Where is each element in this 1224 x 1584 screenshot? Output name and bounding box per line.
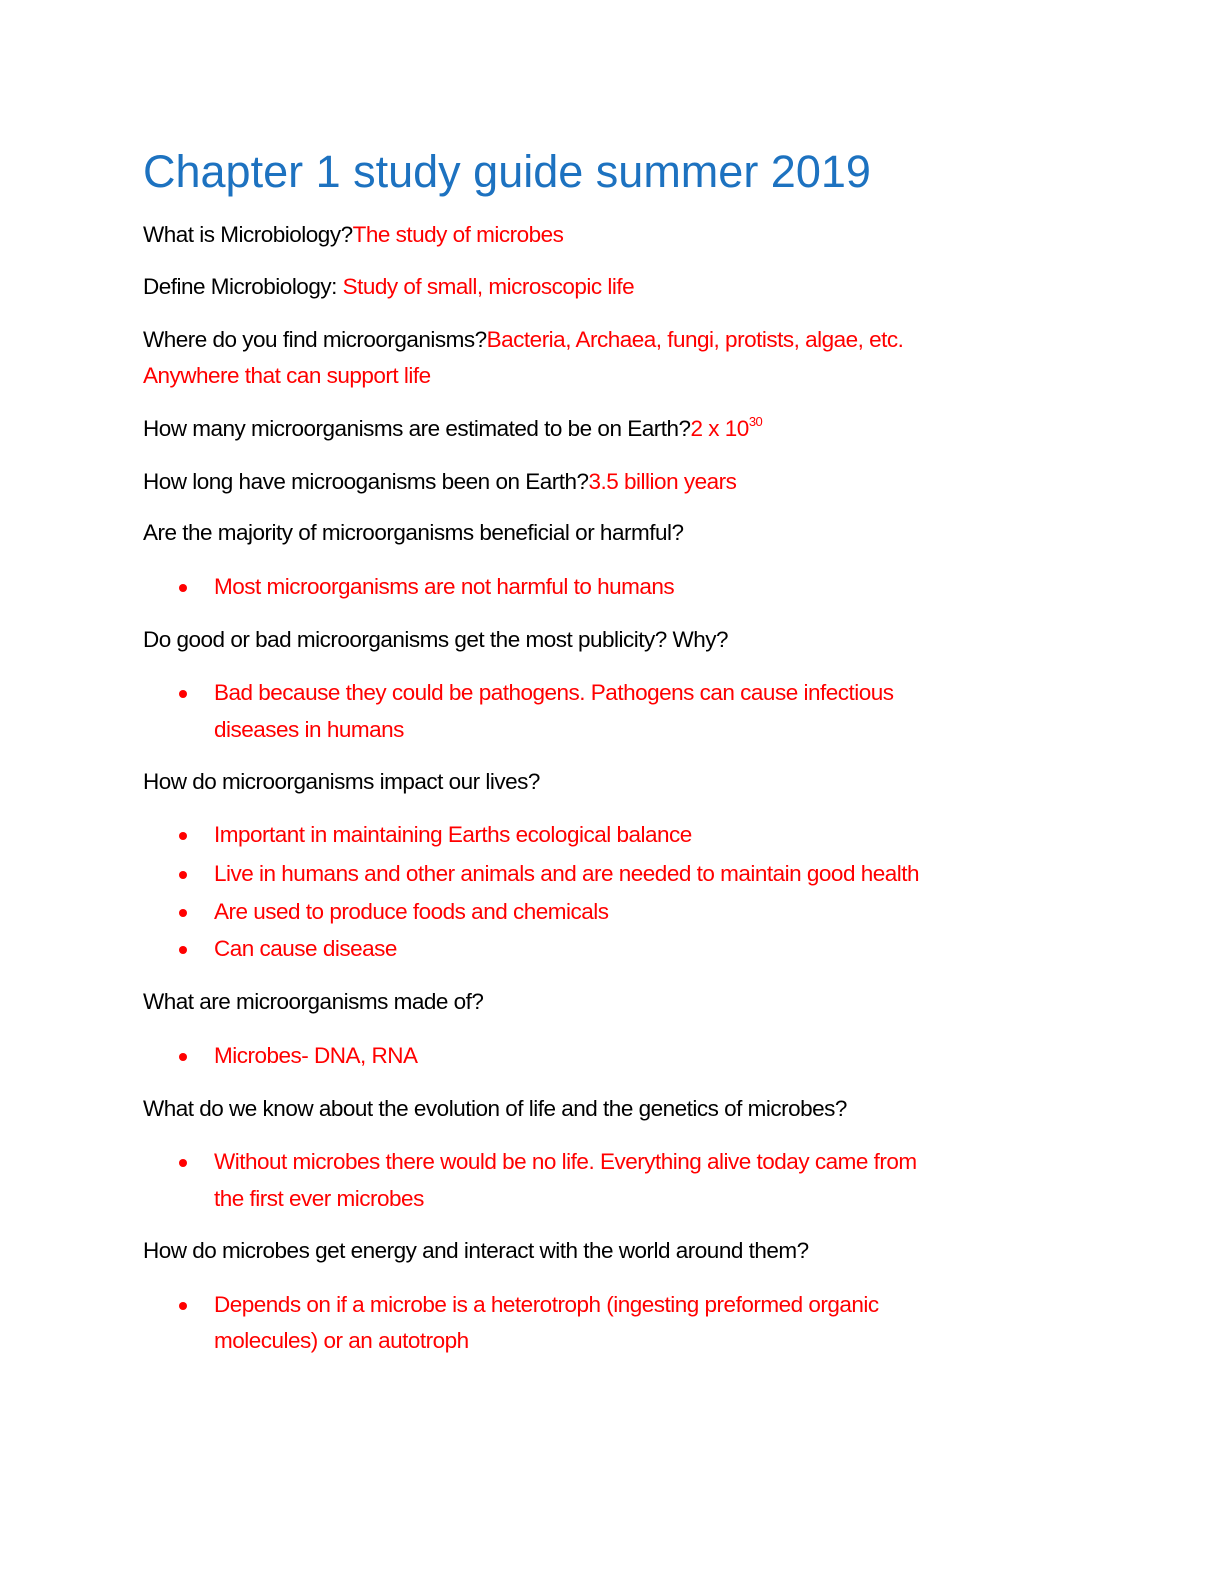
bullet-icon [179, 690, 187, 698]
question: What is Microbiology? [143, 222, 353, 247]
answer: The study of microbes [352, 222, 564, 247]
bullet-icon [179, 832, 187, 840]
bullet-icon [179, 1159, 187, 1167]
page-title: Chapter 1 study guide summer 2019 [143, 146, 871, 197]
answer: 3.5 billion years [588, 469, 737, 494]
answer-continued: Anywhere that can support life [143, 363, 431, 388]
bullet-icon [179, 909, 187, 917]
question-beneficial-or-harmful: Are the majority of microorganisms beneficial or harmful? [143, 520, 684, 545]
question: Where do you find microorganisms? [143, 327, 487, 352]
question: How long have microoganisms been on Earth? [143, 469, 589, 494]
bullet-icon [179, 1302, 187, 1310]
question: How many microorganisms are estimated to be on Earth? [143, 416, 691, 441]
question: Define Microbiology: [143, 274, 343, 299]
qa-item-what-is-microbiology [143, 220, 563, 250]
qa-item-define-microbiology [143, 272, 634, 302]
answer: Study of small, microscopic life [342, 274, 635, 299]
qa-item-where-find [143, 325, 903, 355]
question-impact: How do microorganisms impact our lives? [143, 769, 540, 794]
bullet-icon [179, 871, 187, 879]
bullet-icon [179, 1053, 187, 1061]
qa-item-how-many [143, 414, 762, 447]
answer: Bacteria, Archaea, fungi, protists, algae, etc. [486, 327, 904, 352]
bullet-icon [179, 946, 187, 954]
answer: 2 x 10 [690, 416, 749, 441]
qa-item-how-long [143, 467, 736, 497]
question-publicity: Do good or bad microorganisms get the most publicity? Why? [143, 627, 729, 652]
question-made-of: What are microorganisms made of? [143, 989, 484, 1014]
qa-item-where-find-continued [143, 361, 431, 391]
question-energy: How do microbes get energy and interact with the world around them? [143, 1238, 809, 1263]
document-page: Chapter 1 study guide summer 2019 What is Microbiology?The study of microbes Define Microbiology: Study of small, microscopic life Where do you find microorganisms?Bacteria, Archaea, fungi, protists, algae, etc. Anywhere that can support life How many microorganisms are estimated to be on Earth?2 x $10^{30}$ How long have microoganisms been on Earth?3.5 billion years Are the majority of microorganisms beneficial or harmful? Most microorganisms are not harmful to humans Do good or bad microorganisms get the most publicity? Why? Bad because they could be pathogens. Pathogens can cause infectious diseases in humans How do microorganisms impact our lives? Important in maintaining Earths ecological balance Live in humans and other animals and are needed to maintain good health Are used to produce foods and chemicals Can cause disease What are microorganisms made of? Microbes- DNA, RNA What do we know about the evolution of life and the genetics of microbes? Without microbes there would be no life. Everything alive today came from the first ever microbes How do microbes get energy and interact with the world around them? Depends on if a microbe is a heterotroph (ingesting preformed organic molecules) or an autotroph [0, 0, 1224, 1584]
bullet-icon [179, 584, 187, 592]
answer-exponent: 30 [748, 414, 763, 429]
question-evolution: What do we know about the evolution of life and the genetics of microbes? [143, 1096, 847, 1121]
